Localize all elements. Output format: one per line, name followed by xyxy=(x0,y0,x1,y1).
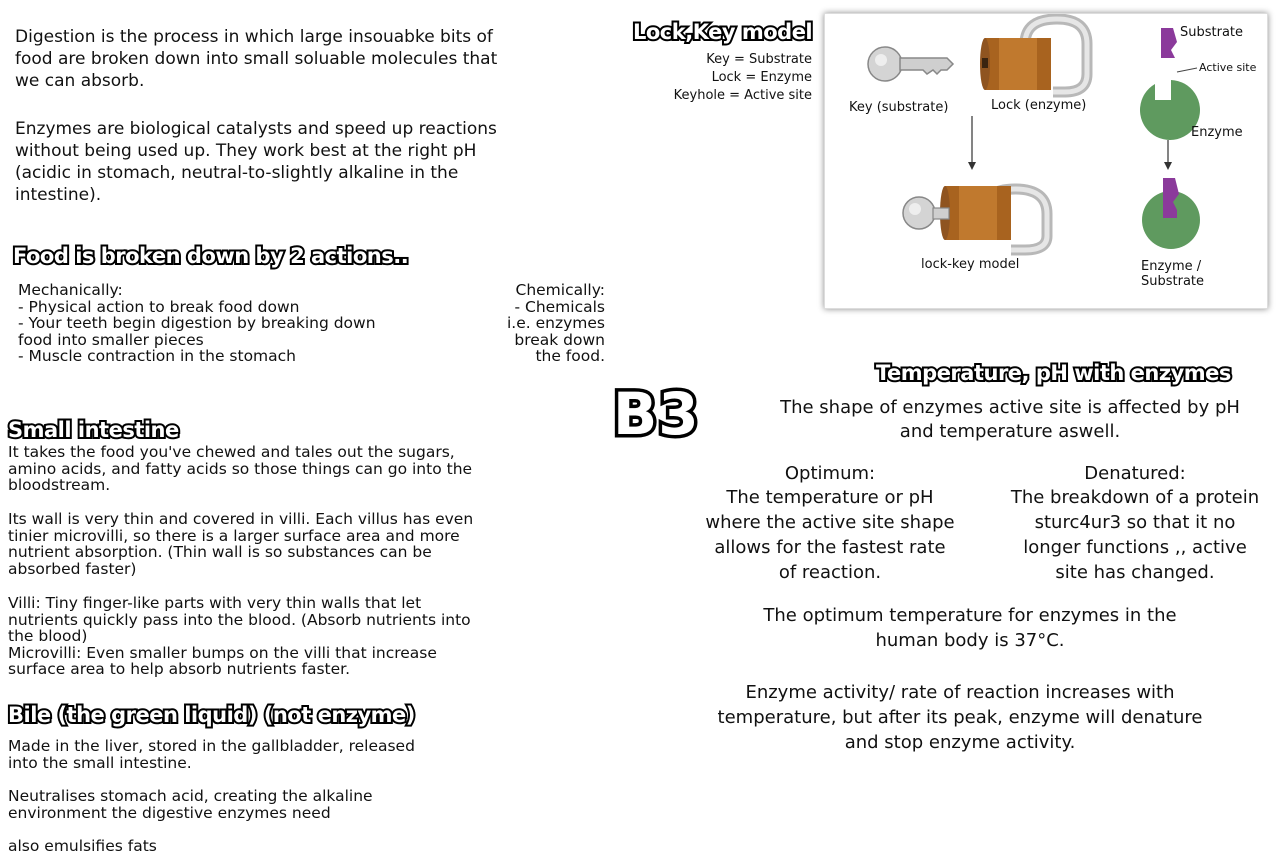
enzyme-substrate-separate-icon xyxy=(1140,28,1200,140)
chemical-notes: Chemically: - Chemicals i.e. enzymes break down the food. xyxy=(506,281,605,365)
bile-p1: Made in the liver, stored in the gallbladder, released into the small intestine. xyxy=(8,737,415,772)
temperature-heading: Temperature, pH with enzymes xyxy=(876,361,1231,385)
lock-with-key-icon xyxy=(903,186,1047,250)
small-intestine-heading: Small intestine xyxy=(8,418,179,442)
lock-key-model-label: lock-key model xyxy=(921,257,1020,272)
key-label: Key (substrate) xyxy=(849,100,949,115)
enzymes-definition: Enzymes are biological catalysts and speed up reactions without being used up. They work best at the right pH (acidic in stomach, neutral-to-slightly alkaline in the intestine). xyxy=(15,119,497,205)
small-intestine-p2: Its wall is very thin and covered in villi. Each villus has even tinier microvilli, so there is a larger surface area and more nutrient absorption. (Thin wall is so substances can be absorbed faster) xyxy=(8,510,474,578)
bile-heading: Bile (the green liquid) (not enzyme) xyxy=(8,703,415,727)
lock-label: Lock (enzyme) xyxy=(991,98,1087,113)
lock-key-heading: Lock,Key model xyxy=(633,20,813,44)
lock-icon xyxy=(980,19,1087,92)
enzyme-substrate-label: Enzyme / Substrate xyxy=(1141,259,1205,289)
bile-p2: Neutralises stomach acid, creating the alkaline environment the digestive enzymes need xyxy=(8,787,373,822)
optimum-temperature-text: The optimum temperature for enzymes in the human body is 37°C. xyxy=(763,605,1177,651)
optimum-title: Optimum: xyxy=(784,463,876,484)
topic-title: B3 xyxy=(613,380,700,448)
denatured-title: Denatured: xyxy=(1084,463,1186,484)
villi-notes: Villi: Tiny finger-like parts with very thin walls that let nutrients quickly pass into the blood. (Absorb nutrients into the blood) Microvilli: Even smaller bumps on the villi that increase surface area to help absorb nutrients faster. xyxy=(8,594,471,678)
small-intestine-p1: It takes the food you've chewed and tales out the sugars, amino acids, and fatty acids so those things can go into the bloodstream. xyxy=(8,443,473,494)
food-heading: Food is broken down by 2 actions.. xyxy=(13,244,409,268)
active-site-shape-text: The shape of enzymes active site is affected by pH and temperature aswell. xyxy=(780,397,1240,442)
enzyme-substrate-complex-icon xyxy=(1142,178,1200,249)
denatured-definition: The breakdown of a protein sturc4ur3 so that it no longer functions ,, active site has changed. xyxy=(1010,487,1260,583)
optimum-definition: The temperature or pH where the active site shape allows for the fastest rate of reaction. xyxy=(705,487,955,583)
substrate-label: Substrate xyxy=(1180,25,1244,40)
active-site-label: Active site xyxy=(1199,61,1257,74)
digestion-definition: Digestion is the process in which large insouabke bits of food are broken down into small soluable molecules that we can absorb. xyxy=(15,27,498,91)
lock-key-diagram xyxy=(824,13,1268,309)
bile-p3: also emulsifies fats xyxy=(8,837,157,855)
lock-key-legend: Key = Substrate Lock = Enzyme Keyhole = Active site xyxy=(673,52,812,103)
mechanical-notes: Mechanically: - Physical action to break food down - Your teeth begin digestion by breaking down food into smaller pieces - Muscle contraction in the stomach xyxy=(18,281,376,365)
key-icon xyxy=(868,47,953,81)
enzyme-activity-text: Enzyme activity/ rate of reaction increases with temperature, but after its peak, enzyme will denature and stop enzyme activity. xyxy=(717,682,1203,753)
enzyme-label: Enzyme xyxy=(1191,125,1243,140)
